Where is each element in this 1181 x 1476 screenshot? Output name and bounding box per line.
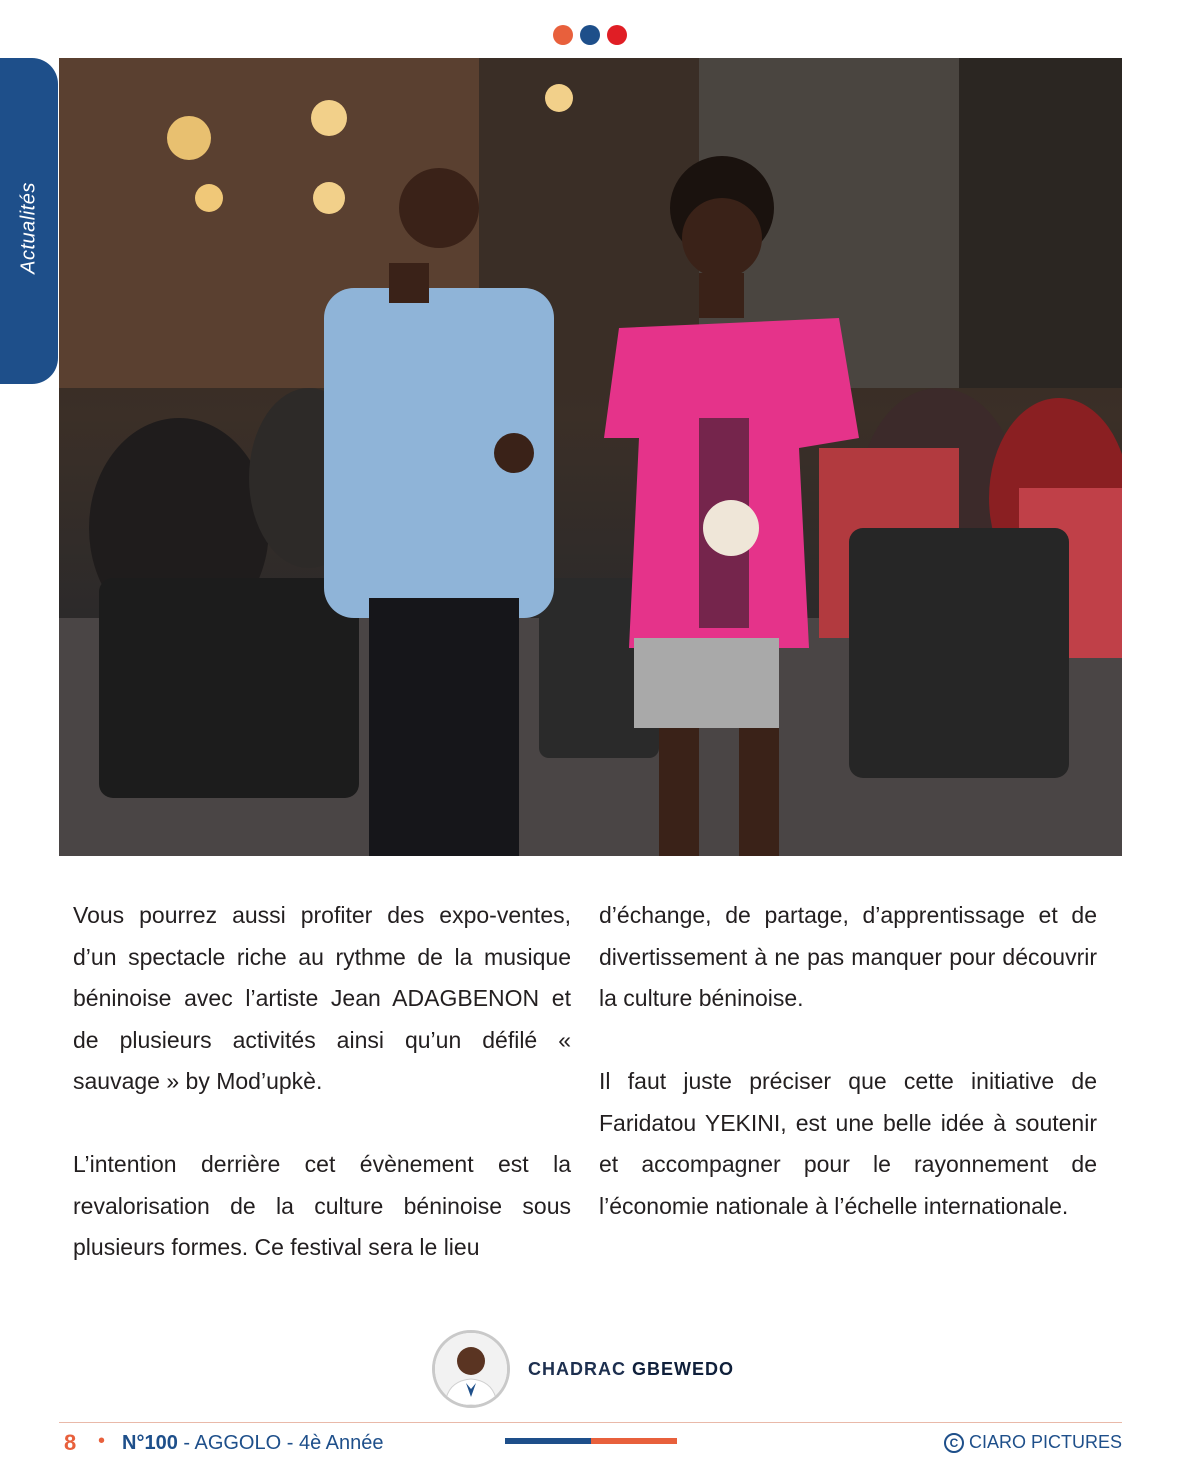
header-dots: [553, 25, 627, 45]
article-column-right: [599, 895, 1097, 1269]
footer-color-bar: [505, 1438, 677, 1444]
issue-info: [122, 1432, 383, 1455]
avatar: [432, 1330, 510, 1408]
red-dot: [607, 25, 627, 45]
footer-bullet: •: [98, 1430, 106, 1452]
author-first-name: CHADRAC: [528, 1358, 626, 1379]
author-portrait-icon: [435, 1333, 507, 1405]
section-tab: [0, 58, 58, 384]
photo-credit: [944, 1432, 1122, 1453]
page-number: 8: [64, 1430, 77, 1455]
credit-text: CIARO PICTURES: [968, 1432, 1122, 1452]
footer-bar-orange: [591, 1438, 677, 1444]
issue-rest: - AGGOLO - 4è Année: [177, 1432, 384, 1454]
footer-bar-blue: [505, 1438, 591, 1444]
copyright-icon: C: [944, 1433, 964, 1453]
paragraph: d’échange, de partage, d’apprentissage et de divertissement à ne pas manquer pour découvrir la culture béninoise.: [599, 902, 1097, 1011]
footer-divider: [59, 1422, 1122, 1423]
paragraph: Vous pourrez aussi profiter des expo-ventes, d’un spectacle riche au rythme de la musique béninoise avec l’artiste Jean ADAGBENON et de plusieurs activités ainsi qu’un défilé « sauvage » by Mod’upkè.: [73, 902, 571, 1094]
author-name: [528, 1359, 734, 1380]
author-last-name: GBEWEDO: [632, 1358, 735, 1379]
orange-dot: [553, 25, 573, 45]
article-photo: [59, 58, 1122, 856]
blue-dot: [580, 25, 600, 45]
fashion-photo-illustration: [59, 58, 1122, 856]
issue-number: N°100: [122, 1432, 178, 1454]
article-column-left: [73, 895, 571, 1310]
section-label: Actualités: [17, 182, 40, 274]
footer: [64, 1430, 1122, 1460]
author-byline: [432, 1330, 734, 1408]
paragraph: Il faut juste préciser que cette initiative de Faridatou YEKINI, est une belle idée à soutenir et accompagner pour le rayonnement de l’économie nationale à l’échelle internationale.: [599, 1068, 1097, 1219]
paragraph: L’intention derrière cet évènement est la revalorisation de la culture béninoise sous plusieurs formes. Ce festival sera le lieu: [73, 1151, 571, 1260]
